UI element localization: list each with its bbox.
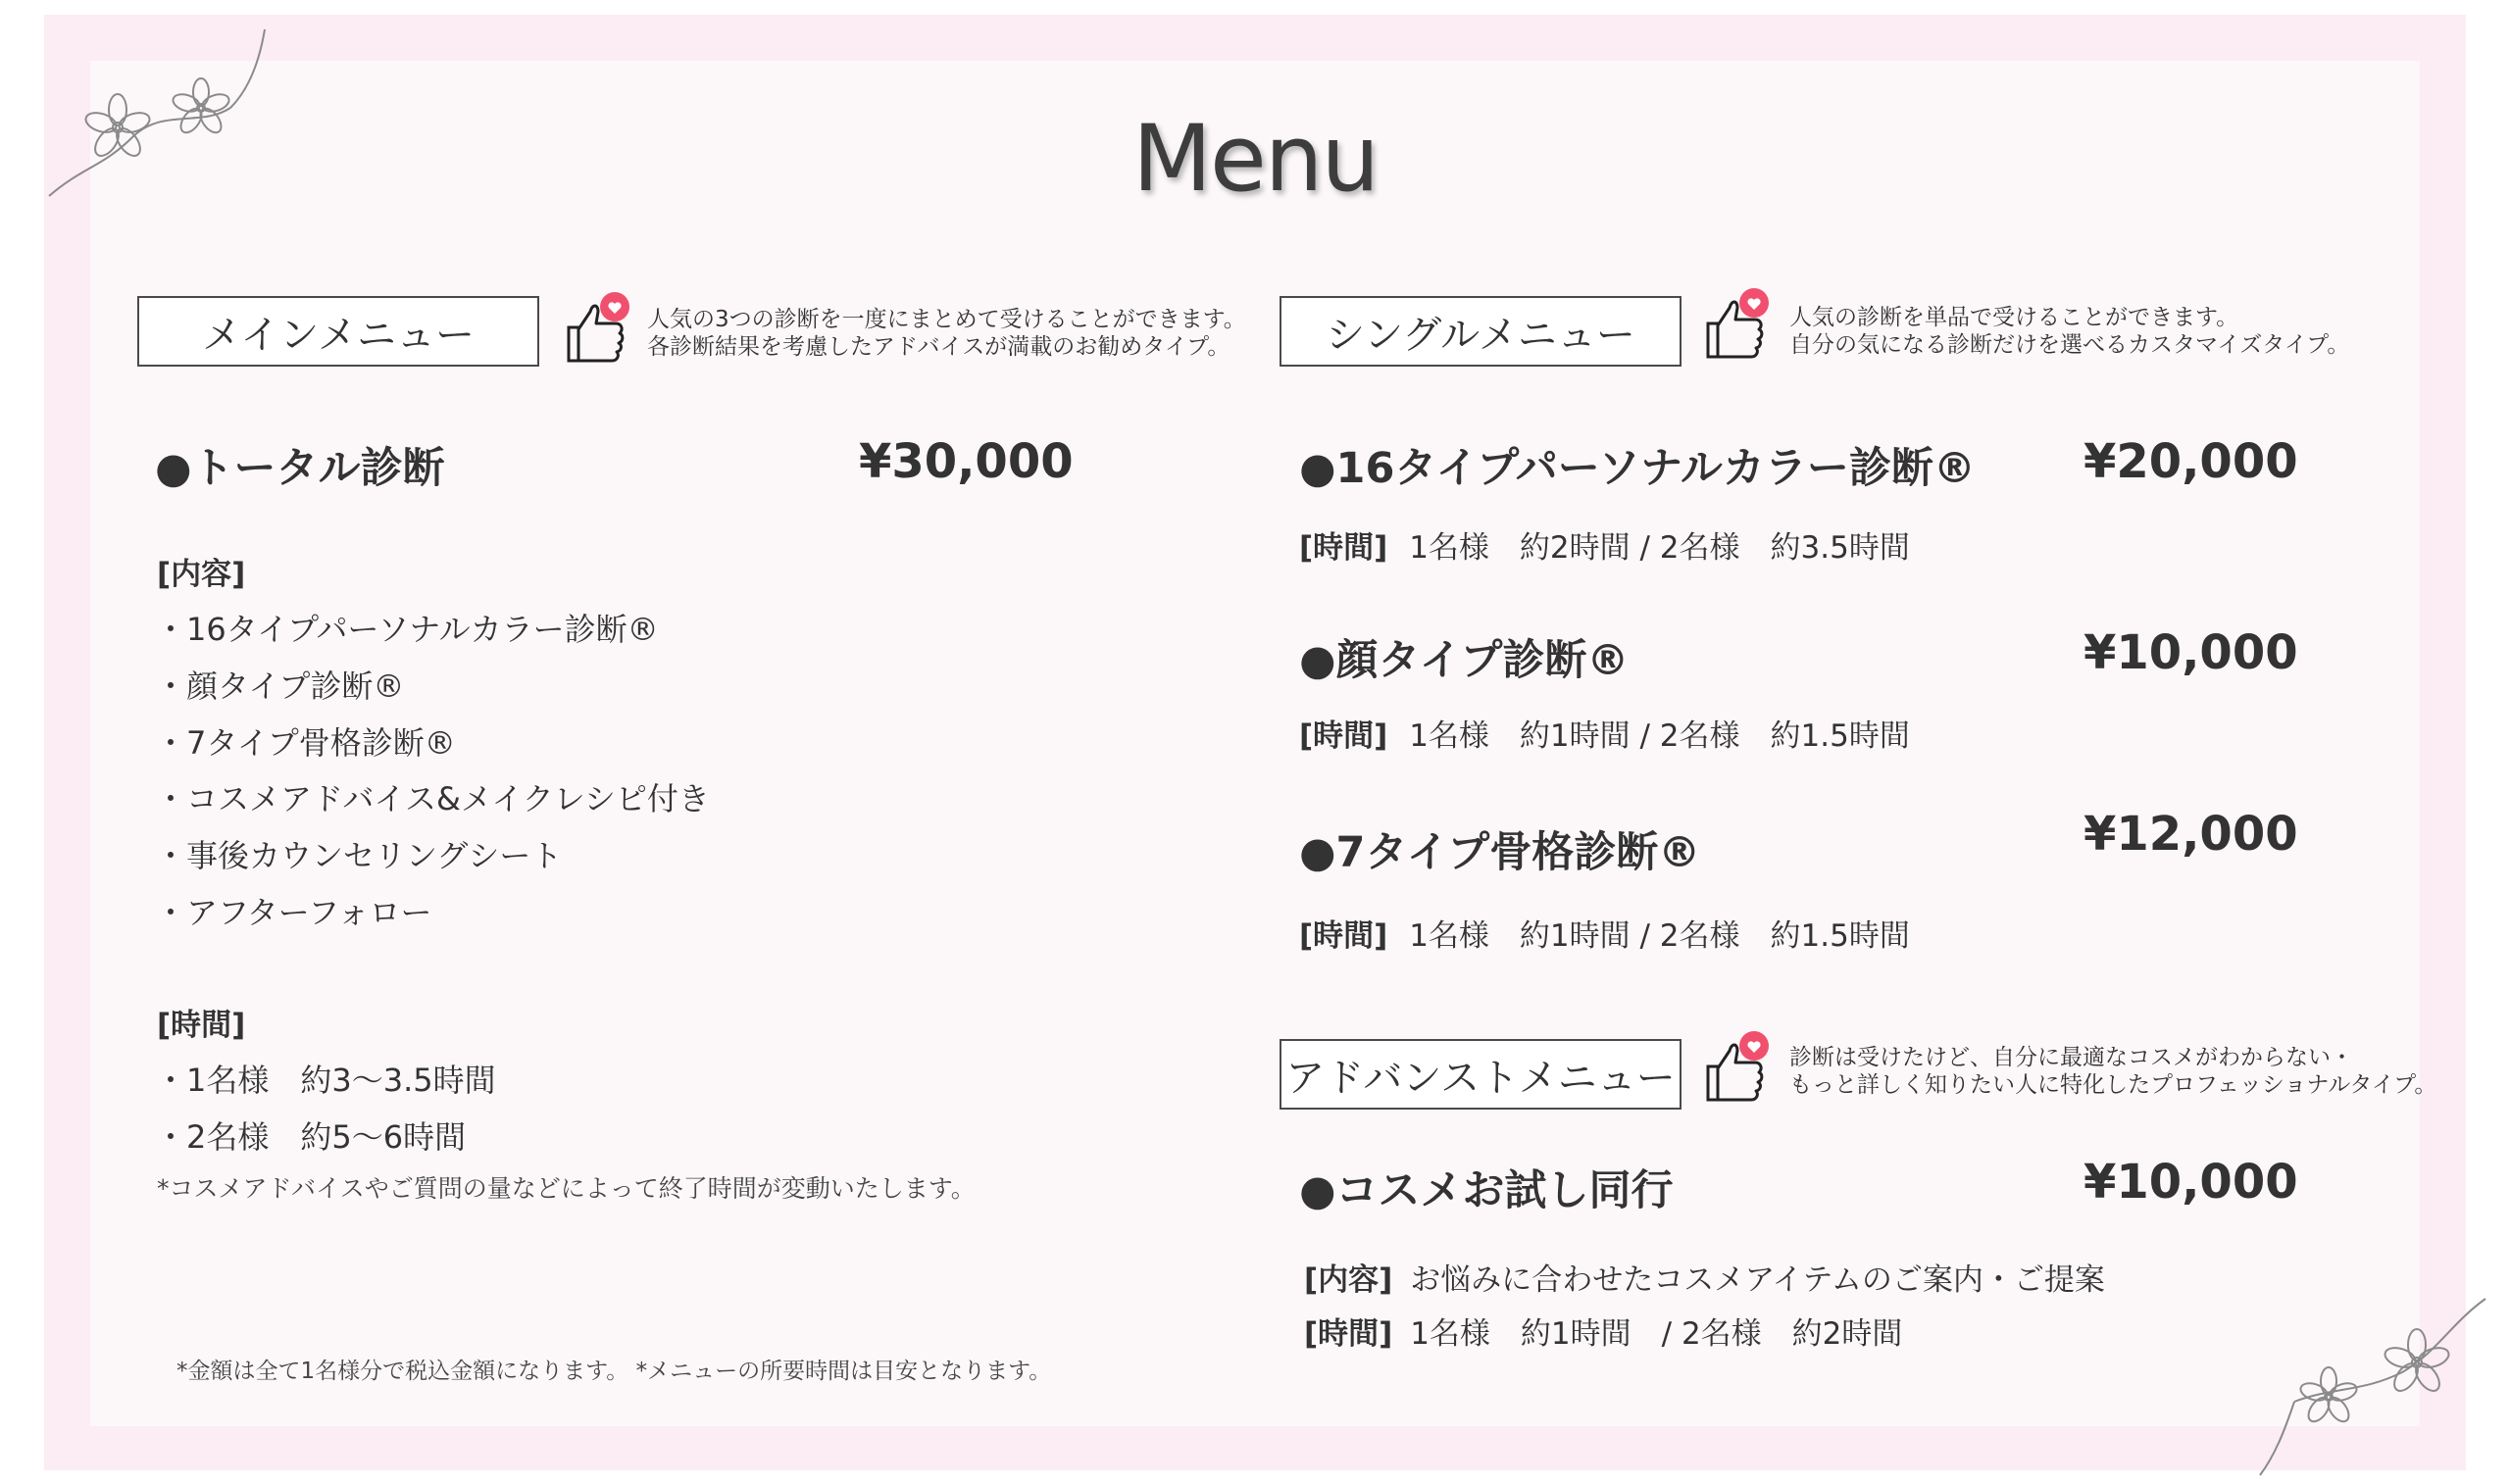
- time-label: [時間]: [1304, 1316, 1393, 1352]
- cosme-trial-price: ¥10,000: [2083, 1155, 2298, 1210]
- thumbs-up-heart-icon: [559, 290, 635, 367]
- single-menu-heading-label: シングルメニュー: [1326, 312, 1635, 358]
- content-item: ・コスメアドバイス&メイクレシピ付き: [155, 780, 710, 817]
- main-menu-heading: [137, 296, 539, 367]
- single-item-time: [1299, 911, 1910, 955]
- main-menu-heading-label: メインメニュー: [202, 312, 475, 358]
- thumbs-up-heart-icon: [1698, 1029, 1775, 1106]
- single-item-title: ●16タイプパーソナルカラー診断®: [1299, 444, 1976, 493]
- time-label: [時間]: [1299, 918, 1388, 954]
- footer-note: *金額は全て1名様分で税込金額になります。 *メニューの所要時間は目安となります。: [176, 1359, 1052, 1384]
- time-text: 1名様 約1時間 / 2名様 約2時間: [1410, 1316, 1903, 1352]
- content-item: ・16タイプパーソナルカラー診断®: [155, 611, 659, 648]
- advanced-menu-description: [1789, 1044, 2436, 1099]
- content-heading: [内容]: [157, 557, 246, 592]
- main-menu-description: [647, 306, 1246, 361]
- time-item: ・2名様 約5～6時間: [155, 1118, 467, 1156]
- advanced-menu-desc-line2: もっと詳しく知りたい人に特化したプロフェッショナルタイプ。: [1789, 1072, 2437, 1098]
- single-item-title: ●7タイプ骨格診断®: [1299, 828, 1701, 877]
- page-title: Menu: [1131, 106, 1379, 213]
- time-text: 1名様 約2時間 / 2名様 約3.5時間: [1409, 530, 1910, 566]
- advanced-menu-desc-line1: 診断は受けたけど、自分に最適なコスメがわからない・: [1789, 1045, 2353, 1070]
- single-item-title: ●顔タイプ診断®: [1299, 636, 1630, 685]
- total-diagnosis-title: ●トータル診断: [155, 444, 445, 493]
- total-diagnosis-price: ¥30,000: [859, 434, 1074, 489]
- main-menu-desc-line1: 人気の3つの診断を一度にまとめて受けることができます。: [647, 307, 1246, 332]
- single-menu-desc-line2: 自分の気になる診断だけを選べるカスタマイズタイプ。: [1789, 332, 2350, 358]
- single-item-time: [1299, 711, 1910, 755]
- content-item: ・アフターフォロー: [155, 894, 432, 931]
- content-label: [内容]: [1304, 1262, 1393, 1298]
- cosme-trial-time: [1304, 1309, 1902, 1353]
- time-label: [時間]: [1299, 530, 1388, 566]
- time-text: 1名様 約1時間 / 2名様 約1.5時間: [1409, 718, 1910, 754]
- content-text: お悩みに合わせたコスメアイテムのご案内・ご提案: [1410, 1262, 2105, 1298]
- content-item: ・7タイプ骨格診断®: [155, 724, 456, 762]
- single-item-time: [1299, 522, 1910, 567]
- single-item-price: ¥12,000: [2083, 807, 2298, 862]
- single-menu-desc-line1: 人気の診断を単品で受けることができます。: [1789, 305, 2239, 330]
- content-item: ・顔タイプ診断®: [155, 668, 405, 705]
- single-item-price: ¥20,000: [2083, 434, 2298, 489]
- thumbs-up-heart-icon: [1698, 286, 1775, 363]
- cosme-trial-title: ●コスメお試し同行: [1299, 1166, 1674, 1215]
- advanced-menu-heading-label: アドバンストメニュー: [1285, 1055, 1676, 1101]
- advanced-menu-heading: [1280, 1039, 1682, 1110]
- time-item: ・1名様 約3～3.5時間: [155, 1062, 496, 1099]
- single-menu-heading: [1280, 296, 1682, 367]
- single-item-price: ¥10,000: [2083, 625, 2298, 680]
- time-heading: [時間]: [157, 1008, 246, 1043]
- content-item: ・事後カウンセリングシート: [155, 837, 563, 874]
- main-menu-desc-line2: 各診断結果を考慮したアドバイスが満載のお勧めタイプ。: [647, 334, 1230, 360]
- flower-decoration-icon: [2255, 1294, 2490, 1480]
- time-label: [時間]: [1299, 718, 1388, 754]
- time-note: *コスメアドバイスやご質問の量などによって終了時間が変動いたします。: [157, 1174, 976, 1203]
- time-text: 1名様 約1時間 / 2名様 約1.5時間: [1409, 918, 1910, 954]
- single-menu-description: [1789, 304, 2349, 359]
- cosme-trial-content: [1304, 1255, 2105, 1299]
